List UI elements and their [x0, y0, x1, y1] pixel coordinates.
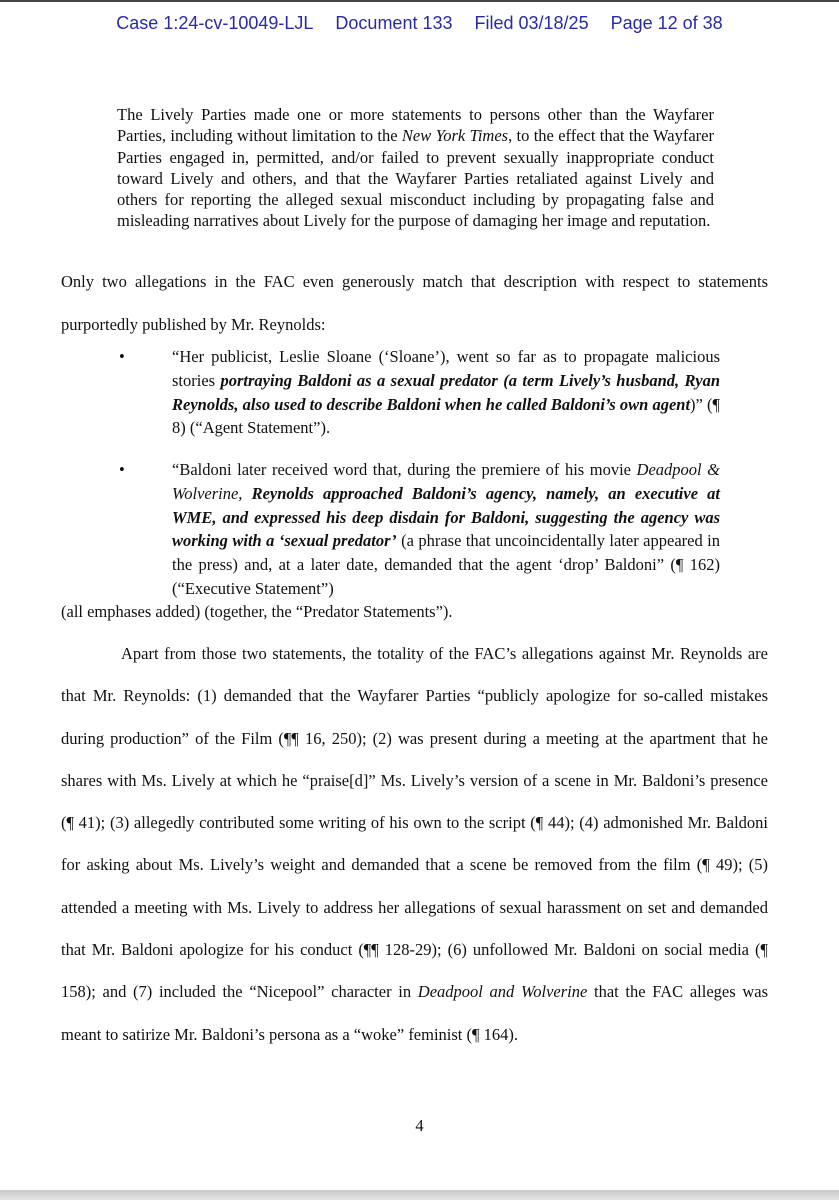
document-number: Document 133	[335, 13, 453, 33]
text-run: “Baldoni later received word that, during the premiere of his movie	[172, 460, 637, 479]
emphasized-text: Deadpool and Wolverine	[417, 982, 588, 1002]
paragraph-intro	[61, 260, 768, 346]
text-run: “Her publicist, Leslie Sloane (‘Sloane’), went so far as to propagate malicious stories	[172, 347, 720, 390]
paragraph-emphasis-note	[61, 601, 768, 623]
window-top-border	[0, 0, 839, 2]
bullet-marker: •	[119, 460, 125, 479]
text-run: that the FAC alleges was meant to satirize Mr. Baldoni’s persona as a “woke” feminist (¶ 164).	[61, 982, 768, 1044]
text-run: Only two allegations in the FAC even generously match that description with respect to statements purportedly published by Mr. Reynolds:	[61, 272, 768, 334]
ecf-header	[0, 13, 839, 34]
page-of: Page 12 of 38	[610, 13, 723, 33]
viewer-bottom-bar	[0, 1190, 839, 1200]
text-run: , to the effect that the Wayfarer Parties engaged in, permitted, and/or failed to prevent sexually inappropriate conduct toward Lively and others, and that the Wayfarer Parties retaliated against Lively and others for reporting the alleged sexual misconduct including by propagating false and misleading narratives about Lively for the purpose of damaging her image and reputation.	[117, 126, 714, 231]
text-run: The Lively Parties made one or more statements to persons other than the Wayfarer Parties, including without limitation to the	[117, 105, 714, 146]
filed-date: Filed 03/18/25	[474, 13, 589, 33]
text-run: )” (¶ 8) (“Agent Statement”).	[172, 394, 720, 438]
emphasized-text: Reynolds approached Baldoni’s agency, namely, an executive at WME, and expressed his deep disdain for Baldoni, suggesting the agency was working with a ‘sexual predator’	[172, 483, 720, 551]
page-number: 4	[415, 1116, 424, 1135]
bullet-agent-statement	[172, 345, 720, 440]
paragraph-allegations	[61, 633, 768, 1056]
text-run: (all emphases added) (together, the “Predator Statements”).	[61, 602, 453, 621]
emphasized-text: New York Times	[401, 126, 509, 146]
emphasized-text: portraying Baldoni as a sexual predator (a term Lively’s husband, Ryan Reynolds, also used to describe Baldoni when he called Baldoni’s own agent	[172, 370, 720, 414]
emphasized-text: Deadpool & Wolverine,	[172, 460, 720, 503]
bullet-marker: •	[119, 347, 125, 366]
bullet-executive-statement	[172, 458, 720, 601]
case-number: Case 1:24-cv-10049-LJL	[116, 13, 314, 33]
text-run	[242, 484, 251, 503]
text-run: Apart from those two statements, the totality of the FAC’s allegations against Mr. Reynolds are that Mr. Reynolds: (1) demanded that the Wayfarer Parties “publicly apologize for so-called mistakes during production” of the Film (¶¶ 16, 250); (2) was present during a meeting at the apartment that he shares with Ms. Lively at which he “praise[d]” Ms. Lively’s version of a scene in Mr. Baldoni’s presence (¶ 41); (3) allegedly contributed some writing of his own to the script (¶ 44); (4) admonished Mr. Baldoni for asking about Ms. Lively’s weight and demanded that a scene be removed from the film (¶ 49); (5) attended a meeting with Ms. Lively to address her allegations of sexual harassment on set and demanded that Mr. Baldoni apologize for his conduct (¶¶ 128-29); (6) unfollowed Mr. Baldoni on social media (¶ 158); and (7) included the “Nicepool” character in	[61, 644, 768, 1002]
text-run: (a phrase that uncoincidentally later appeared in the press) and, at a later date, demanded that the agent ‘drop’ Baldoni” (¶ 162) (“Executive Statement”)	[172, 531, 720, 598]
block-quote	[117, 104, 714, 232]
